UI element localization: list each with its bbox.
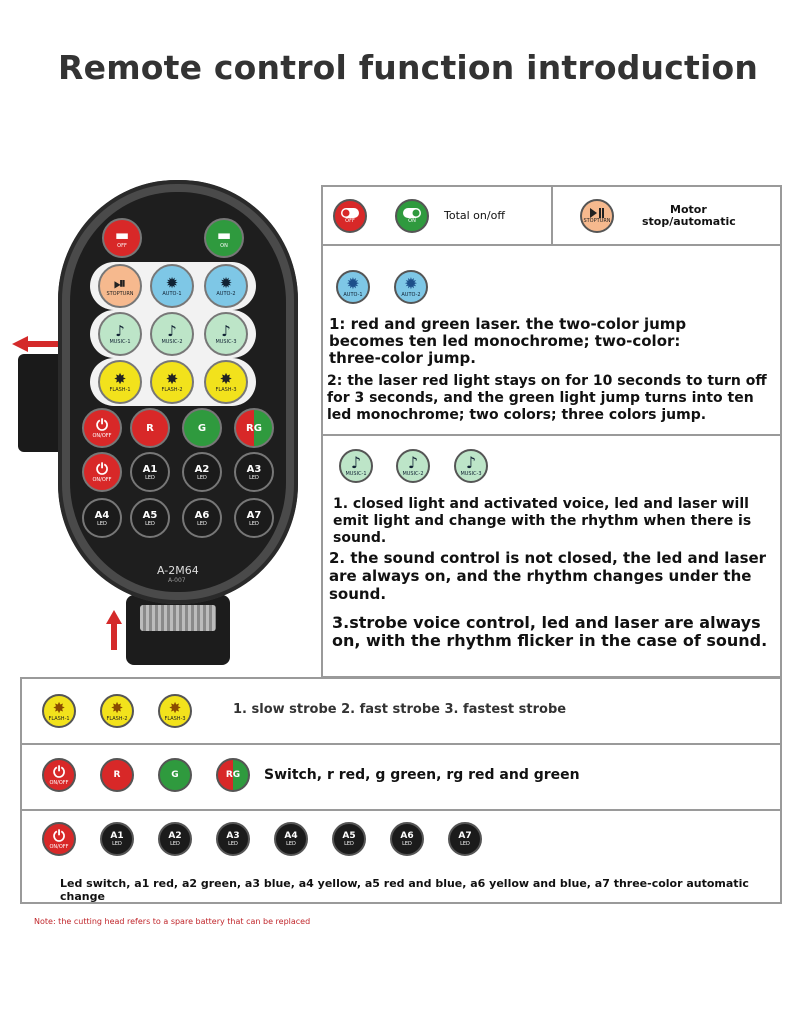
remote-flash3-sublabel: FLASH-3: [215, 386, 237, 393]
power-icon: ⏻: [53, 762, 65, 781]
remote-music2-sublabel: MUSIC-2: [161, 338, 183, 345]
power-icon: ⏻: [53, 826, 65, 845]
led-a1-button[interactable]: [100, 822, 134, 856]
auto-p1-line3: three-color jump.: [329, 349, 476, 367]
remote-a1-text: A1: [142, 463, 158, 475]
remote-a7-button[interactable]: [234, 498, 274, 538]
power-icon: ⏻: [96, 459, 108, 478]
flash-burst-icon: ✸: [52, 698, 66, 717]
remote-a4-sublabel: LED: [97, 520, 107, 527]
flash-burst-icon: ✸: [113, 369, 127, 388]
stopturn-button[interactable]: [580, 199, 614, 233]
auto2-label: AUTO-2: [401, 292, 421, 298]
music-p1-line1: 1. closed light and activated voice, led and laser will: [333, 496, 749, 512]
remote-stopturn-sublabel: STOPTURN: [106, 290, 134, 297]
remote-flash1-button[interactable]: [98, 360, 142, 404]
led-button-sublabel: LED: [170, 841, 180, 847]
remote-a5-button[interactable]: [130, 498, 170, 538]
music-p2-line1: 2. the sound control is not closed, the led and laser: [329, 549, 767, 567]
remote-off-button[interactable]: [102, 218, 142, 258]
remote-music2-button[interactable]: [150, 312, 194, 356]
footnote: Note: the cutting head refers to a spare battery that can be replaced: [34, 917, 311, 926]
music-note-icon: ♪: [221, 321, 231, 340]
music-note-icon: ♪: [115, 321, 125, 340]
remote-auto1-button[interactable]: [150, 264, 194, 308]
model-label: A-2M64: [157, 564, 199, 577]
led-a2-button[interactable]: [158, 822, 192, 856]
remote-r-text: R: [146, 422, 154, 434]
flash-burst-icon: ✸: [219, 369, 233, 388]
led-a3-button[interactable]: [216, 822, 250, 856]
stopturn-label: STOPTURN: [583, 218, 611, 224]
remote-onoff1-button[interactable]: [82, 408, 122, 448]
flash3-label: FLASH-3: [164, 715, 186, 722]
remote-g-text: G: [197, 422, 207, 434]
led-onoff-button[interactable]: [42, 822, 76, 856]
led-button-text: A5: [342, 831, 356, 841]
gear-icon: ✹: [219, 273, 233, 292]
led-a6-button[interactable]: [390, 822, 424, 856]
music3-button[interactable]: [454, 449, 488, 483]
toggle-on-icon: [403, 208, 421, 218]
remote-music1-sublabel: MUSIC-1: [109, 338, 131, 345]
auto-p2-line2: for 3 seconds, and the green light jump turns into ten: [327, 390, 754, 406]
rg-button[interactable]: [216, 758, 250, 792]
auto2-button[interactable]: [394, 270, 428, 304]
flash-description: 1. slow strobe 2. fast strobe 3. fastest strobe: [233, 702, 567, 717]
auto-p2-line3: led monochrome; two colors; three colors jump.: [327, 407, 707, 423]
led-button-sublabel: LED: [402, 841, 412, 847]
power-icon: ⏻: [96, 415, 108, 434]
gear-icon: ✹: [165, 273, 179, 292]
remote-a3-button[interactable]: [234, 452, 274, 492]
led-a4-button[interactable]: [274, 822, 308, 856]
led-button-sublabel: LED: [344, 841, 354, 847]
remote-a7-sublabel: LED: [249, 520, 259, 527]
flash2-label: FLASH-2: [106, 715, 128, 722]
on-button[interactable]: [395, 199, 429, 233]
music-note-icon: ♪: [407, 453, 419, 472]
remote-on-sublabel: ON: [220, 242, 228, 249]
toggle-on-icon: ▬: [216, 225, 232, 244]
remote-illustration: [10, 170, 320, 670]
led-button-sublabel: LED: [228, 841, 238, 847]
remote-rg-text: RG: [246, 422, 262, 434]
remote-a3-sublabel: LED: [249, 474, 259, 481]
gear-icon: ✹: [346, 274, 360, 293]
remote-on-button[interactable]: [204, 218, 244, 258]
auto-p2-line1: 2: the laser red light stays on for 10 seconds to turn off: [327, 373, 767, 389]
led-button-text: A6: [400, 831, 414, 841]
flash1-label: FLASH-1: [48, 715, 70, 722]
music3-label: MUSIC-3: [460, 471, 482, 477]
auto-p1-line1: 1: red and green laser. the two-color jump: [329, 315, 687, 333]
remote-auto2-button[interactable]: [204, 264, 248, 308]
remote-a5-sublabel: LED: [145, 520, 155, 527]
remote-a2-button[interactable]: [182, 452, 222, 492]
r-label: R: [113, 770, 121, 780]
led-a5-button[interactable]: [332, 822, 366, 856]
music-p2-line3: sound.: [329, 585, 387, 603]
music-p1-line2: emit light and change with the rhythm when there is: [333, 513, 752, 529]
remote-music3-button[interactable]: [204, 312, 248, 356]
flash2-button[interactable]: [100, 694, 134, 728]
g-button[interactable]: [158, 758, 192, 792]
page-title: Remote control function introduction: [58, 48, 759, 87]
switch-onoff-label: ON/OFF: [49, 779, 69, 786]
remote-a6-button[interactable]: [182, 498, 222, 538]
music2-label: MUSIC-2: [402, 471, 424, 477]
led-button-sublabel: LED: [286, 841, 296, 847]
rg-label: RG: [225, 770, 241, 780]
gear-icon: ✹: [404, 274, 418, 293]
remote-a7-text: A7: [246, 509, 262, 521]
submodel-label: A-007: [168, 577, 186, 584]
g-label: G: [171, 770, 179, 780]
led-button-sublabel: LED: [112, 841, 122, 847]
remote-onoff1-sublabel: ON/OFF: [92, 432, 112, 439]
remote-a5-text: A5: [142, 509, 158, 521]
remote-a6-text: A6: [194, 509, 210, 521]
motor-label-line1: Motor: [670, 203, 707, 216]
auto-p1-line2: becomes ten led monochrome; two-color:: [329, 332, 681, 350]
music-p1-line3: sound.: [333, 530, 387, 546]
auto1-button[interactable]: [336, 270, 370, 304]
remote-a1-sublabel: LED: [145, 474, 155, 481]
music2-button[interactable]: [396, 449, 430, 483]
remote-a4-text: A4: [94, 509, 110, 521]
remote-a2-sublabel: LED: [197, 474, 207, 481]
remote-music3-sublabel: MUSIC-3: [215, 338, 237, 345]
music-note-icon: ♪: [167, 321, 177, 340]
remote-a2-text: A2: [194, 463, 210, 475]
led-button-text: A2: [168, 831, 182, 841]
play-pause-icon: [589, 208, 605, 218]
music-note-icon: ♪: [465, 453, 477, 472]
toggle-off-icon: ▬: [114, 225, 130, 244]
remote-a1-button[interactable]: [130, 452, 170, 492]
remote-a6-sublabel: LED: [197, 520, 207, 527]
music1-button[interactable]: [339, 449, 373, 483]
remote-flash2-button[interactable]: [150, 360, 194, 404]
remote-g-button[interactable]: [182, 408, 222, 448]
remote-a4-button[interactable]: [82, 498, 122, 538]
up-arrow-icon: [106, 610, 122, 650]
remote-onoff2-button[interactable]: [82, 452, 122, 492]
flash-burst-icon: ✸: [168, 698, 182, 717]
battery-grip: [140, 605, 216, 631]
remote-r-button[interactable]: [130, 408, 170, 448]
led-button-text: A4: [284, 831, 298, 841]
remote-flash1-sublabel: FLASH-1: [109, 386, 131, 393]
led-button-text: A7: [458, 831, 472, 841]
switch-description: Switch, r red, g green, rg red and green: [264, 767, 580, 783]
led-button-text: A3: [226, 831, 240, 841]
play-pause-icon: ⏯: [113, 273, 126, 292]
remote-auto2-sublabel: AUTO-2: [216, 290, 236, 297]
flash1-button[interactable]: [42, 694, 76, 728]
on-label: ON: [408, 218, 416, 224]
total-onoff-label: Total on/off: [444, 209, 505, 222]
motor-label-line2: stop/automatic: [642, 215, 736, 228]
led-a7-button[interactable]: [448, 822, 482, 856]
led-onoff-label: ON/OFF: [49, 843, 69, 850]
remote-stopturn-button[interactable]: [98, 264, 142, 308]
off-label: OFF: [345, 218, 355, 224]
music-p3-line1: 3.strobe voice control, led and laser are always: [332, 613, 761, 632]
remote-onoff2-sublabel: ON/OFF: [92, 476, 112, 483]
toggle-off-icon: [341, 208, 359, 218]
flash-burst-icon: ✸: [110, 698, 124, 717]
flash3-button[interactable]: [158, 694, 192, 728]
remote-a3-text: A3: [246, 463, 262, 475]
music-p2-line2: are always on, and the rhythm changes under the: [329, 567, 752, 585]
led-description: Led switch, a1 red, a2 green, a3 blue, a4 yellow, a5 red and blue, a6 yellow and blue, a7 three-color automatic change: [60, 877, 749, 903]
remote-rg-button[interactable]: [234, 408, 274, 448]
remote-flash2-sublabel: FLASH-2: [161, 386, 183, 393]
music-p3-line2: on, with the rhythm flicker in the case of sound.: [332, 631, 768, 650]
music-note-icon: ♪: [350, 453, 362, 472]
led-button-text: A1: [110, 831, 124, 841]
left-arrow-icon: [12, 336, 62, 352]
flash-burst-icon: ✸: [165, 369, 179, 388]
led-button-sublabel: LED: [460, 841, 470, 847]
music1-label: MUSIC-1: [345, 471, 367, 477]
remote-auto1-sublabel: AUTO-1: [162, 290, 182, 297]
auto1-label: AUTO-1: [343, 292, 363, 298]
remote-music1-button[interactable]: [98, 312, 142, 356]
remote-off-sublabel: OFF: [117, 242, 127, 249]
remote-flash3-button[interactable]: [204, 360, 248, 404]
r-button[interactable]: [100, 758, 134, 792]
switch-onoff-button[interactable]: [42, 758, 76, 792]
off-button[interactable]: [333, 199, 367, 233]
